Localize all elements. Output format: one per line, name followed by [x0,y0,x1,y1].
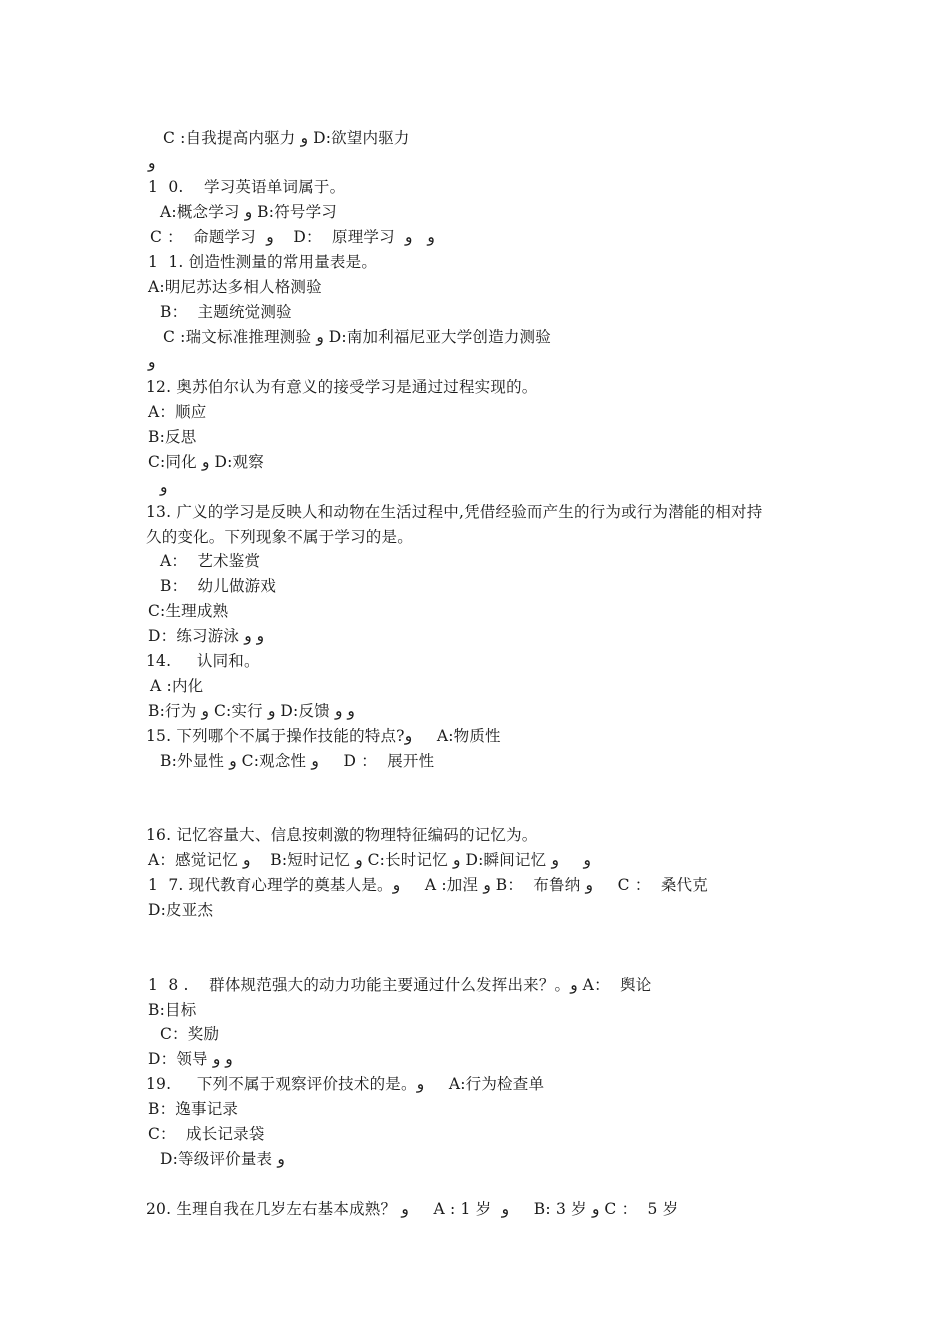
text-line: C:同化 و D:观察 [148,453,264,471]
question-18: 1 8 . 群体规范强大的动力功能主要通过什么发挥出来？。و A： 舆论 [148,976,652,994]
question-10: 1 0. 学习英语单词属于。 [148,178,346,196]
question-13: 13. 广义的学习是反映人和动物在生活过程中,凭借经验而产生的行为或行为潜能的相对持 [146,503,763,521]
text-line: C :自我提高内驱力 و D:欲望内驱力 [163,129,410,147]
text-line: D:皮亚杰 [148,901,214,919]
text-line: A :内化 [150,677,204,695]
question-15: 15. 下列哪个不属于操作技能的特点?و A:物质性 [146,727,501,745]
text-line: B:外显性 و C:观念性 و D ： 展开性 [160,752,435,770]
question-20: 20. 生理自我在几岁左右基本成熟？ و A : 1 岁 و B: 3 岁 و C ： 5 岁 [146,1200,679,1218]
text-line: و [148,154,156,172]
text-line: B： 主题统觉测验 [160,303,292,321]
text-line: D:等级评价量表 و [160,1150,285,1168]
question-16: 16. 记忆容量大、信息按刺激的物理特征编码的记忆为。 [146,826,538,844]
text-line: B:行为 و C:实行 و D:反馈 و و [148,702,355,720]
text-line: C：奖励 [160,1025,220,1043]
question-11: 1 1. 创造性测量的常用量表是。 [148,253,378,271]
text-line: A:概念学习 و B:符号学习 [160,203,337,221]
text-line: B：逸事记录 [148,1100,239,1118]
text-line: D：领导 و و [148,1050,233,1068]
text-line: B:反思 [148,428,197,446]
text-line: C:生理成熟 [148,602,229,620]
text-line: B:目标 [148,1001,197,1019]
text-line: A：顺应 [148,403,207,421]
question-17: 1 7. 现代教育心理学的奠基人是。و A :加涅 و B： 布鲁纳 و C ： 桑代克 [148,876,708,894]
text-line: C ： 命题学习 و D： 原理学习 و و [150,228,435,246]
text-line: D：练习游泳 و و [148,627,265,645]
question-12: 12. 奥苏伯尔认为有意义的接受学习是通过过程实现的。 [146,378,538,396]
text-line: و [160,478,168,496]
text-line: A： 艺术鉴赏 [160,552,261,570]
text-line: B： 幼儿做游戏 [160,577,277,595]
question-14: 14. 认同和。 [146,652,260,670]
text-line: A:明尼苏达多相人格测验 [148,278,322,296]
text-line: 久的变化。下列现象不属于学习的是。 [146,528,413,546]
text-line: C :瑞文标准推理测验 و D:南加利福尼亚大学创造力测验 [163,328,551,346]
text-line: A：感觉记忆 و B:短时记忆 و C:长时记忆 و D:瞬间记忆 و و [148,851,592,869]
text-line: C： 成长记录袋 [148,1125,265,1143]
text-line: و [148,353,156,371]
question-19: 19. 下列不属于观察评价技术的是。و A:行为检查单 [146,1075,545,1093]
